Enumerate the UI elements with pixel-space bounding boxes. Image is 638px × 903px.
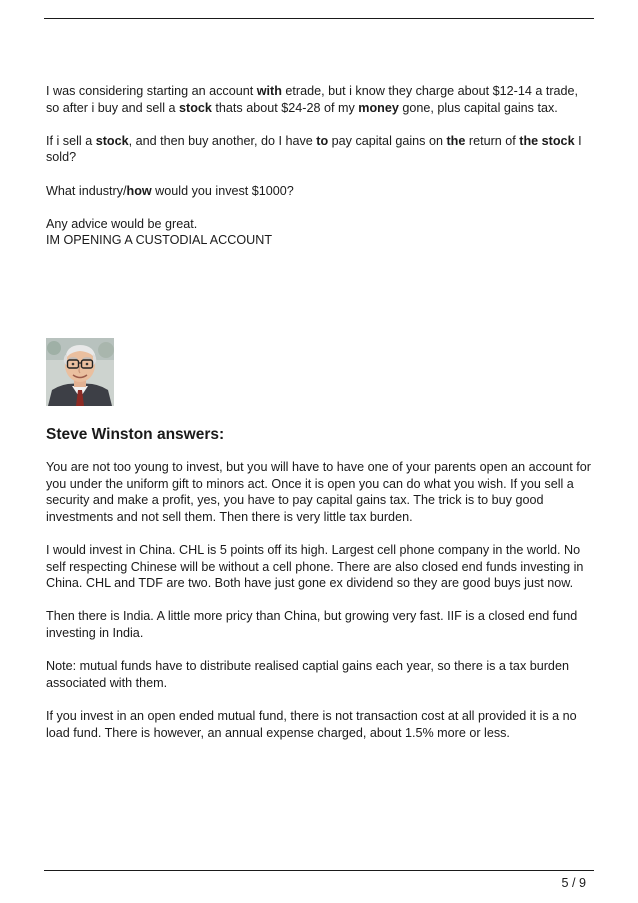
bold-keyword: the xyxy=(446,133,466,148)
text-run: return of xyxy=(465,133,520,148)
answerer-heading: Steve Winston answers: xyxy=(46,426,225,443)
text-run: I sold? xyxy=(46,133,582,165)
answer-paragraph-1: You are not too young to invest, but you will have to have one of your parents open an account for you under the uniform gift to minors act. Once it is open you can do what you wish. If you sell a security and make a profit, yes, you have to pay capital gains tax. The trick is to buy good investments and not sell them. Then there is very little tax burden. xyxy=(46,460,591,524)
text-run: What industry/ xyxy=(46,183,127,198)
question-line-custodial: IM OPENING A CUSTODIAL ACCOUNT xyxy=(46,233,273,248)
question-paragraph-1 xyxy=(46,83,594,116)
text-run: If i sell a xyxy=(46,133,96,148)
answer-paragraph-4: Note: mutual funds have to distribute realised captial gains each year, so there is a tax burden associated with them. xyxy=(46,659,569,690)
text-run: etrade, but i know they charge about $12-14 a trade, so after i buy and sell a xyxy=(46,84,579,115)
question-paragraph-4 xyxy=(46,216,594,249)
bold-keyword: stock xyxy=(179,100,212,115)
question-line-advice: Any advice would be great. xyxy=(46,216,198,231)
text-run: would you invest $1000? xyxy=(151,183,294,198)
bold-keyword: stock xyxy=(95,133,129,148)
question-paragraph-3 xyxy=(46,183,594,200)
answer-text xyxy=(46,459,594,758)
bottom-rule xyxy=(44,870,594,871)
text-run: gone, plus capital gains tax. xyxy=(398,100,558,115)
bold-keyword: the stock xyxy=(519,133,575,148)
text-run: thats about $24-28 of my xyxy=(211,100,359,115)
top-rule xyxy=(44,18,594,19)
bold-keyword: with xyxy=(256,84,282,98)
bold-keyword: money xyxy=(358,100,399,115)
bold-keyword: how xyxy=(126,183,152,198)
answer-paragraph-3: Then there is India. A little more pricy than China, but growing very fast. IIF is a closed end fund investing in India. xyxy=(46,609,578,640)
text-run: , and then buy another, do I have xyxy=(128,133,317,148)
answerer-avatar xyxy=(46,338,114,406)
bold-keyword: to xyxy=(316,133,329,148)
page-number: 5 / 9 xyxy=(561,876,586,890)
answer-paragraph-5: If you invest in an open ended mutual fund, there is not transaction cost at all provided it is a no load fund. There is however, an annual expense charged, about 1.5% more or less. xyxy=(46,708,577,740)
text-run: pay capital gains on xyxy=(328,133,447,148)
text-run: I was considering starting an account xyxy=(46,84,257,98)
question-text xyxy=(46,83,594,266)
answer-paragraph-2: I would invest in China. CHL is 5 points off its high. Largest cell phone company in the world. No self respecting Chinese will be without a cell phone. There are also closed end funds investing in China. CHL and TDF are two. Both have just gone ex dividend so they are good buys just now. xyxy=(46,542,584,591)
question-paragraph-2 xyxy=(46,133,594,166)
